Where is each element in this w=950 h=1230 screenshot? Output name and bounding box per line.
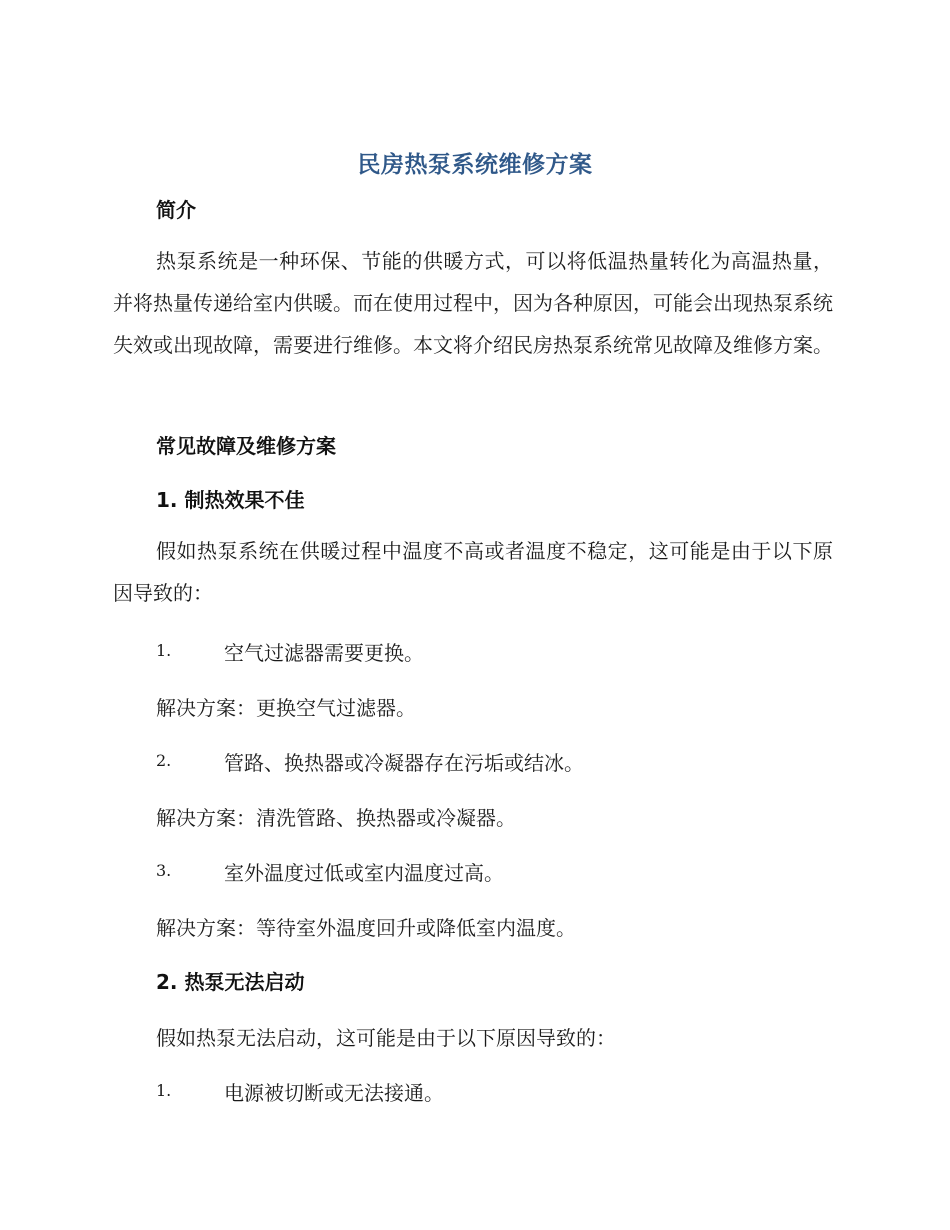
section2-heading: 2. 热泵无法启动: [156, 970, 305, 994]
intro-heading: 简介: [156, 198, 196, 222]
faults-heading: 常见故障及维修方案: [156, 434, 336, 458]
list-item-cause: 室外温度过低或室内温度过高。: [224, 861, 504, 885]
section1-heading: 1. 制热效果不佳: [156, 488, 305, 512]
list-item-cause: 空气过滤器需要更换。: [224, 641, 424, 665]
list-item-cause: 电源被切断或无法接通。: [224, 1081, 444, 1105]
document-title: 民房热泵系统维修方案: [357, 152, 593, 178]
section1-paragraph: 假如热泵系统在供暖过程中温度不高或者温度不稳定，这可能是由于以下原因导致的：: [113, 539, 833, 605]
list-item-solution: 解决方案：更换空气过滤器。: [156, 696, 416, 720]
list-item-number: 2.: [156, 751, 172, 770]
list-item-number: 3.: [156, 861, 172, 880]
list-item-solution: 解决方案：等待室外温度回升或降低室内温度。: [156, 916, 576, 940]
list-item-number: 1.: [156, 641, 172, 660]
intro-paragraph: 热泵系统是一种环保、节能的供暖方式，可以将低温热量转化为高温热量，并将热量传递给室内供暖。而在使用过程中，因为各种原因，可能会出现热泵系统失效或出现故障，需要进行维修。本文将介绍民房热泵系统常见故障及维修方案。: [113, 249, 833, 357]
list-item-solution: 解决方案：清洗管路、换热器或冷凝器。: [156, 806, 516, 830]
list-item-number: 1.: [156, 1081, 172, 1100]
list-item-cause: 管路、换热器或冷凝器存在污垢或结冰。: [224, 751, 584, 775]
section2-paragraph: 假如热泵无法启动，这可能是由于以下原因导致的：: [156, 1026, 616, 1050]
